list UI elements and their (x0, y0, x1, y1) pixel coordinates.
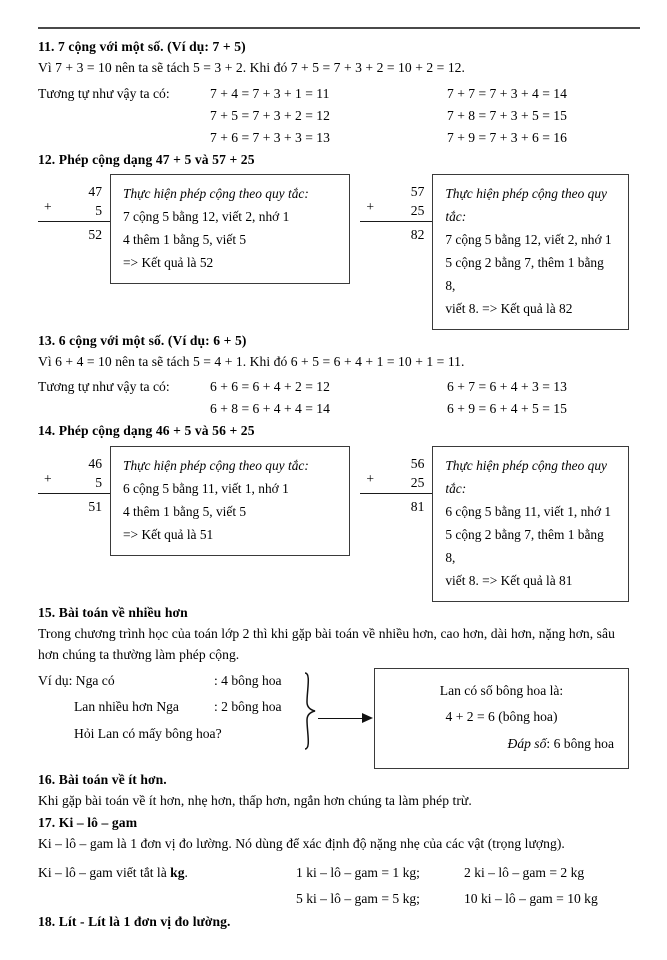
arrow-head (362, 713, 373, 723)
addition-sum: 52 (88, 226, 102, 242)
kg-equivalence-item: 2 ki – lô – gam = 2 kg (464, 865, 585, 881)
equation-item: 6 + 9 = 6 + 4 + 5 = 15 (447, 401, 567, 417)
addend-second: 25 (410, 475, 425, 491)
spacer (38, 105, 210, 127)
question-value (222, 721, 300, 748)
equation-item: 6 + 8 = 6 + 4 + 4 = 14 (210, 401, 330, 417)
equation-item: 7 + 6 = 7 + 3 + 3 = 13 (210, 129, 330, 145)
equation-item: 7 + 7 = 7 + 3 + 4 = 14 (447, 85, 567, 101)
rule-box-step: => Kết quả là 51 (123, 526, 214, 542)
rule-box-step: 6 cộng 5 bằng 11, viết 1, nhớ 1 (123, 480, 289, 496)
section-16-heading: 16. Bài toán về ít hơn. (38, 772, 167, 788)
addend-second-row (38, 470, 110, 494)
calculation-unit-right (350, 446, 629, 602)
rule-box-step: 7 cộng 5 bằng 12, viết 2, nhớ 1 (445, 231, 612, 247)
addition-sum: 51 (88, 498, 102, 514)
addition-sum: 81 (410, 498, 425, 514)
rule-box-step: 4 thêm 1 bằng 5, viết 5 (123, 231, 247, 247)
vertical-addition-57-plus-25 (360, 174, 432, 245)
spacer (38, 398, 210, 420)
section-13-heading: 13. 6 cộng với một số. (Ví dụ: 6 + 5) (38, 332, 247, 348)
rule-box-47-plus-5 (110, 174, 350, 284)
rule-box-step: 6 cộng 5 bằng 11, viết 1, nhớ 1 (445, 503, 612, 519)
equation-item: 6 + 6 = 6 + 4 + 2 = 12 (210, 379, 330, 395)
answer-final-row (389, 731, 614, 758)
section-17-paragraph: Ki – lô – gam là 1 đơn vị đo lường. Nó dùng để xác định độ nặng nhẹ của các vật (trọng lượng). (38, 835, 565, 851)
arrow-shaft (318, 718, 364, 719)
addend-first: 47 (88, 183, 102, 199)
section-13-equation-table (38, 376, 629, 420)
addend-second: 5 (95, 475, 102, 491)
abbrev-symbol: kg (170, 865, 185, 881)
arrow-right-icon (318, 713, 374, 725)
rule-box-title: Thực hiện phép cộng theo quy tắc: (445, 185, 607, 224)
section-12-heading: 12. Phép cộng dạng 47 + 5 và 57 + 25 (38, 151, 255, 167)
abbrev-prefix: Ki – lô – gam viết tắt là (38, 865, 171, 881)
rule-box-56-plus-25 (432, 446, 629, 602)
section-17-unit-table (38, 860, 629, 910)
top-horizontal-rule (38, 27, 640, 29)
rule-box-step: 5 cộng 2 bằng 7, thêm 1 bằng 8, (445, 526, 604, 565)
section-16-paragraph: Khi gặp bài toán về ít hơn, nhẹ hơn, thấp hơn, ngắn hơn chúng ta làm phép trừ. (38, 793, 472, 809)
word-problem-answer-box (374, 668, 629, 770)
vertical-addition-46-plus-5 (38, 446, 110, 517)
kg-equivalence-grid (296, 860, 629, 910)
plus-sign: + (366, 198, 375, 214)
question-label: Hỏi Lan có mấy bông hoa? (74, 725, 222, 741)
given-value: : 2 bông hoa (214, 699, 282, 715)
answer-statement: Lan có số bông hoa là: (439, 682, 564, 698)
answer-equation: 4 + 2 = 6 (bông hoa) (445, 709, 558, 725)
kg-equivalence-item: 5 ki – lô – gam = 5 kg; (296, 890, 420, 906)
section-15-word-problem (38, 668, 629, 770)
rule-box-46-plus-5 (110, 446, 350, 556)
addend-first: 56 (410, 455, 425, 471)
calculation-unit-left (38, 174, 350, 284)
equation-item: 7 + 9 = 7 + 3 + 6 = 16 (447, 129, 567, 145)
spacer (38, 127, 210, 149)
section-18-heading: 18. Lít - Lít là 1 đơn vị đo lường. (38, 913, 231, 929)
answer-final-value: : 6 bông hoa (546, 735, 614, 751)
vertical-addition-56-plus-25 (360, 446, 432, 517)
addend-second-row (38, 198, 110, 222)
addition-sum: 82 (410, 226, 425, 242)
answer-final-label: Đáp số (507, 735, 547, 751)
section-14-heading: 14. Phép cộng dạng 46 + 5 và 56 + 25 (38, 423, 255, 439)
curly-brace-icon (302, 672, 318, 764)
addend-second: 25 (410, 203, 425, 219)
document-content (38, 0, 629, 932)
rule-box-step: viết 8. => Kết quả là 82 (445, 300, 573, 316)
rule-box-title: Thực hiện phép cộng theo quy tắc: (123, 185, 309, 201)
addend-first: 57 (410, 183, 425, 199)
rule-box-step: 7 cộng 5 bằng 12, viết 2, nhớ 1 (123, 208, 290, 224)
vertical-addition-47-plus-5 (38, 174, 110, 245)
addend-second-row (360, 470, 432, 494)
calculation-unit-right (350, 174, 629, 330)
given-value: : 4 bông hoa (214, 672, 282, 688)
rule-box-step: 4 thêm 1 bằng 5, viết 5 (123, 503, 247, 519)
abbrev-suffix: . (184, 865, 188, 881)
section-11-explanation: Vì 7 + 3 = 10 nên ta sẽ tách 5 = 3 + 2. Khi đó 7 + 5 = 7 + 3 + 2 = 10 + 2 = 12. (38, 60, 465, 76)
addend-second: 5 (95, 203, 102, 219)
kg-equivalence-item: 1 ki – lô – gam = 1 kg; (296, 865, 420, 881)
section-11-lead-in: Tương tự như vậy ta có: (38, 85, 170, 101)
word-problem-row (38, 721, 300, 748)
section-12-calculation-pair (38, 174, 629, 330)
plus-sign: + (44, 198, 52, 214)
word-problem-row (38, 668, 300, 695)
word-problem-givens (38, 668, 300, 748)
section-11-equation-table (38, 83, 629, 149)
equation-item: 7 + 4 = 7 + 3 + 1 = 11 (210, 85, 330, 101)
rule-box-title: Thực hiện phép cộng theo quy tắc: (445, 457, 607, 496)
plus-sign: + (366, 470, 375, 486)
section-15-paragraph: Trong chương trình học của toán lớp 2 thì khi gặp bài toán về nhiều hơn, cao hơn, dài hơn, nặng hơn, sâu hơn chúng ta thường làm phép cộng. (38, 625, 615, 663)
addend-first: 46 (88, 455, 102, 471)
rule-box-step: 5 cộng 2 bằng 7, thêm 1 bằng 8, (445, 254, 604, 293)
equation-item: 7 + 8 = 7 + 3 + 5 = 15 (447, 107, 567, 123)
kg-abbreviation-line (38, 860, 296, 910)
rule-box-title: Thực hiện phép cộng theo quy tắc: (123, 457, 309, 473)
section-14-calculation-pair (38, 446, 629, 602)
rule-box-57-plus-25 (432, 174, 629, 330)
rule-box-step: viết 8. => Kết quả là 81 (445, 572, 573, 588)
equation-item: 6 + 7 = 6 + 4 + 3 = 13 (447, 379, 567, 395)
rule-box-step: => Kết quả là 52 (123, 254, 214, 270)
section-13-explanation: Vì 6 + 4 = 10 nên ta sẽ tách 5 = 4 + 1. Khi đó 6 + 5 = 6 + 4 + 1 = 10 + 1 = 11. (38, 353, 465, 369)
section-17-heading: 17. Ki – lô – gam (38, 814, 138, 830)
section-15-heading: 15. Bài toán về nhiều hơn (38, 604, 188, 620)
plus-sign: + (44, 470, 52, 486)
given-label: Lan nhiều hơn Nga (74, 699, 179, 715)
calculation-unit-left (38, 446, 350, 556)
kg-equivalence-item: 10 ki – lô – gam = 10 kg (464, 890, 598, 906)
equation-item: 7 + 5 = 7 + 3 + 2 = 12 (210, 107, 330, 123)
word-problem-row (38, 694, 300, 721)
section-11-heading: 11. 7 cộng với một số. (Ví dụ: 7 + 5) (38, 39, 246, 54)
addend-second-row (360, 198, 432, 222)
given-label: Ví dụ: Nga có (38, 672, 115, 688)
section-13-lead-in: Tương tự như vậy ta có: (38, 379, 170, 395)
